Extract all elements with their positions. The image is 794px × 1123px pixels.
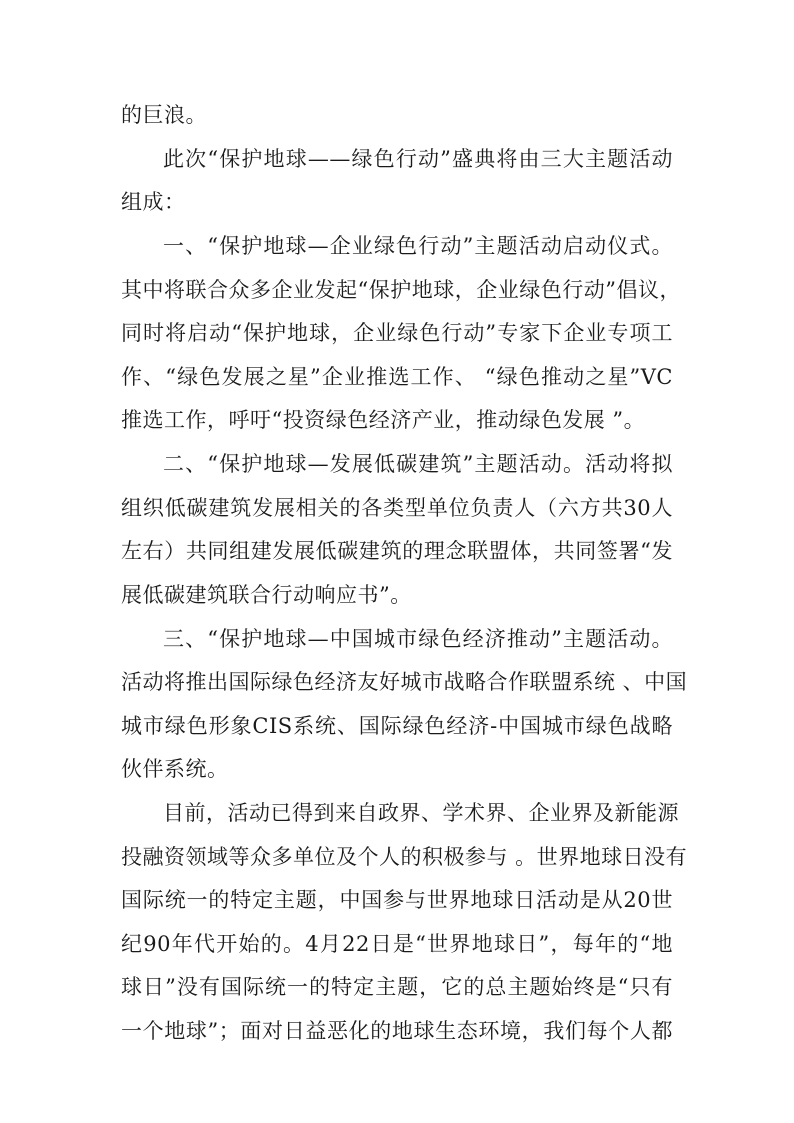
text-line: 二、“保护地球—发展低碳建筑”主题活动。活动将拟 [163, 452, 673, 476]
text-line: 展低碳建筑联合行动响应书”。 [121, 583, 412, 607]
text-line: 此次“保护地球——绿色行动”盛典将由三大主题活动 [163, 147, 673, 171]
text-line: 投融资领域等众多单位及个人的积极参与 。世界地球日没有 [121, 845, 688, 869]
text-line: 一个地球”；面对日益恶化的地球生态环境，我们每个人都 [121, 1019, 673, 1043]
text-line: 三、“保护地球—中国城市绿色经济推动”主题活动。 [163, 627, 673, 651]
text-line: 推选工作，呼吁“投资绿色经济产业，推动绿色发展 ”。 [121, 408, 646, 432]
text-line: 国际统一的特定主题，中国参与世界地球日活动是从20世 [121, 888, 673, 912]
text-line: 伙伴系统。 [121, 757, 229, 781]
text-line: 城市绿色形象CIS系统、国际绿色经济-中国城市绿色战略 [121, 714, 673, 738]
text-line: 活动将推出国际绿色经济友好城市战略合作联盟系统 、中国 [121, 670, 688, 694]
text-line: 一、“保护地球—企业绿色行动”主题活动启动仪式。 [163, 234, 673, 258]
text-line: 组织低碳建筑发展相关的各类型单位负责人（六方共30人 [121, 496, 673, 520]
text-line: 球日”没有国际统一的特定主题，它的总主题始终是“只有 [121, 975, 673, 999]
text-line: 其中将联合众多企业发起“保护地球，企业绿色行动”倡议， [121, 278, 681, 302]
text-line: 作、“绿色发展之星”企业推选工作、 “绿色推动之星”VC [121, 365, 673, 389]
text-line: 的巨浪。 [121, 103, 207, 127]
text-line: 同时将启动“保护地球，企业绿色行动”专家下企业专项工 [121, 321, 673, 345]
text-line: 纪90年代开始的。4月22日是“世界地球日”，每年的“地 [121, 932, 673, 956]
text-line: 目前，活动已得到来自政界、学术界、企业界及新能源 [163, 801, 679, 825]
text-line: 左右）共同组建发展低碳建筑的理念联盟体，共同签署“发 [121, 539, 673, 563]
text-line: 组成： [121, 190, 186, 214]
